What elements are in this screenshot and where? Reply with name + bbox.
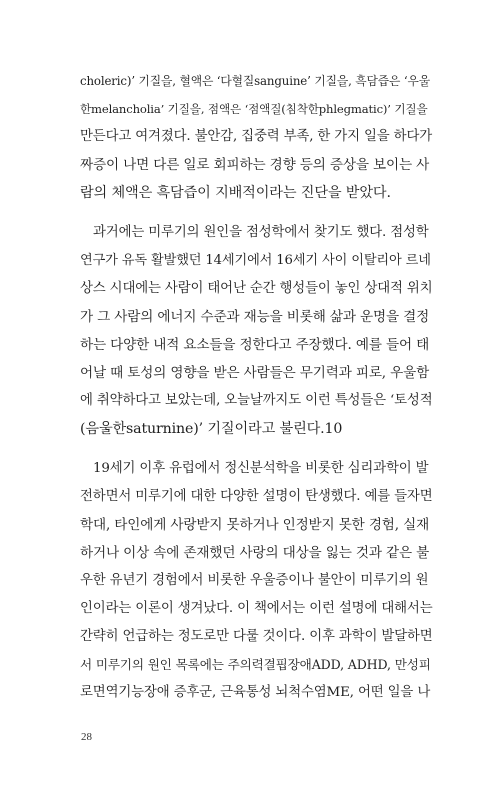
text-line: 짜증이 나면 다른 일로 회피하는 경향 등의 증상을 보이는 사 — [80, 157, 430, 173]
text-line: (음울한saturnine)’ 기질이라고 불린다.10 — [80, 421, 343, 437]
page-number: 28 — [81, 731, 92, 743]
text-line: 로면역기능장애 증후군, 근육통성 뇌척수염ME, 어떤 일을 나 — [80, 685, 431, 700]
text-line: 우한 유년기 경험에서 비롯한 우울증이나 불안이 미루기의 원 — [80, 573, 429, 588]
text-line: 과거에는 미루기의 원인을 점성학에서 찾기도 했다. 점성학 — [93, 225, 429, 240]
text-line: 만든다고 여겨졌다. 불안감, 집중력 부족, 한 가지 일을 하다가 — [80, 129, 433, 144]
text-line: 람의 체액은 흑담즙이 지배적이라는 진단을 받았다. — [80, 185, 391, 201]
text-line: 19세기 이후 유럽에서 정신분석학을 비롯한 심리과학이 발 — [93, 461, 429, 476]
text-line: 하거나 이상 속에 존재했던 사랑의 대상을 잃는 것과 같은 불 — [80, 545, 430, 561]
paragraph-humors — [80, 67, 432, 207]
text-line: 가 그 사람의 에너지 수준과 재능을 비롯해 삶과 운명을 결정 — [80, 309, 430, 325]
text-line: 하는 다양한 내적 요소들을 정한다고 주장했다. 예를 들어 태 — [80, 337, 430, 353]
body-text — [80, 67, 432, 719]
text-line: 서 미루기의 원인 목록에는 주의력결핍장애ADD, ADHD, 만성피 — [80, 657, 431, 672]
paragraph-astrology — [80, 219, 432, 443]
text-line: 간략히 언급하는 정도로만 다룰 것이다. 이후 과학이 발달하면 — [80, 629, 433, 644]
text-line: 학대, 타인에게 사랑받지 못하거나 인정받지 못한 경험, 실재 — [80, 517, 430, 533]
text-line: 전하면서 미루기에 대한 다양한 설명이 탄생했다. 예를 들자면 — [80, 489, 433, 504]
text-line: 한melancholia’ 기질을, 점액은 ‘점액질(침착한phlegmatic)’ 기질을 — [80, 102, 428, 116]
text-line: 연구가 유독 활발했던 14세기에서 16세기 사이 이탈리아 르네 — [80, 253, 431, 268]
paragraph-psychology — [80, 455, 432, 707]
text-line: 인이라는 이론이 생겨났다. 이 책에서는 이런 설명에 대해서는 — [80, 601, 433, 616]
text-line: 어날 때 토성의 영향을 받은 사람들은 무기력과 피로, 우울함 — [80, 365, 430, 381]
text-line: 에 취약하다고 보았는데, 오늘날까지도 이런 특성들은 ‘토성적 — [80, 393, 433, 408]
text-line: 상스 시대에는 사람이 태어난 순간 행성들이 놓인 상대적 위치 — [80, 281, 433, 296]
text-line: choleric)’ 기질을, 혈액은 ‘다혈질sanguine’ 기질을, 흑담즙은 ‘우울 — [80, 74, 430, 88]
